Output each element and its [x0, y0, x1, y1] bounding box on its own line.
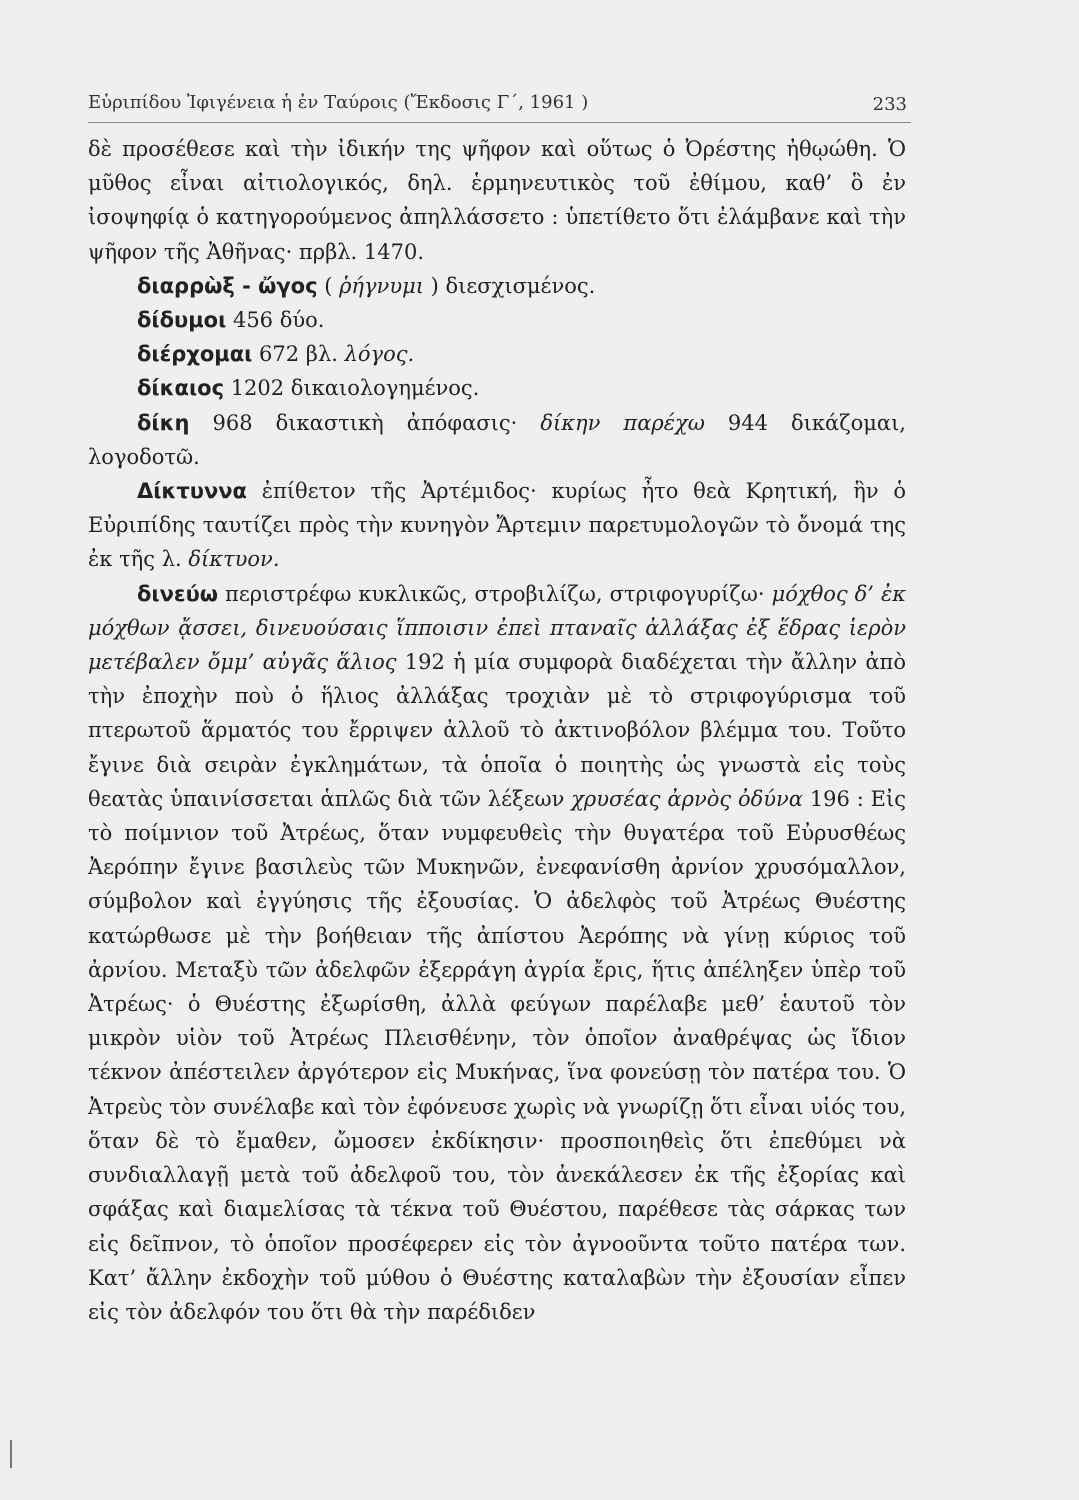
lemma: διέρχομαι — [137, 342, 253, 367]
entry-text-2: 944 δικάζομαι, λογοδοτῶ. — [88, 410, 906, 469]
lemma: δίκαιος — [137, 376, 225, 401]
entry-text-1: περιστρέφω κυκλικῶς, στροβιλίζω, στριφογυρίζω· — [218, 581, 772, 606]
entry-text: ) διεσχισμένος. — [423, 273, 596, 298]
entry-text-2: 192 ἡ μία συμφορὰ διαδέχεται τὴν ἄλλην ἀπὸ τὴν ἐποχὴν ποὺ ὁ ἥλιος ἀλλάξας τροχιὰν μὲ τὸ στριφογύρισμα τοῦ πτερωτοῦ ἅρματός του ἔρριψεν ἀλλοῦ τὸ ἀκτινοβόλον βλέμμα του. Τοῦτο ἔγινε διὰ σειρὰν ἐγκλημάτων, τὰ ὁποῖα ὁ ποιητὴς ὡς γνωστὰ εἰς τοὺς θεατὰς ὑπαινίσσεται ἁπλῶς διὰ τῶν λέξεων — [88, 650, 906, 811]
entry-italic: ῥήγνυμι — [339, 273, 424, 298]
running-title: Εὐριπίδου Ἰφιγένεια ἡ ἐν Ταύροις (Ἔκδοσις Γ΄, 1961 ) — [88, 92, 589, 113]
lemma: δινεύω — [137, 581, 219, 606]
intro-paragraph: δὲ προσέθεσε καὶ τὴν ἰδικήν της ψῆφον καὶ οὕτως ὁ Ὀρέστης ἠθῳώθη. Ὁ μῦθος εἶναι αἰτιολογικός, δηλ. ἑρμηνευτικὸς τοῦ ἐθίμου, καθ’ ὃ ἐν ἰσοψηφίᾳ ὁ κατηγορούμενος ἀπηλλάσσετο : ὑπετίθετο ὅτι ἐλάμβανε καὶ τὴν ψῆφον τῆς Ἀθῆνας· πρβλ. 1470. — [88, 137, 906, 264]
entry-quote-2: χρυσέας ἀρνὸς ὀδύνα — [571, 786, 803, 811]
page-number: 233 — [872, 94, 907, 115]
running-header — [88, 88, 911, 123]
entry-quote-1: μόχθος δ’ ἐκ μόχθων ᾄσσει, δινευούσαις ἵπποισιν ἐπεὶ πταναῖς ἀλλάξας ἐξ ἕδρας ἱερὸν μετέβαλεν ὄμμ’ αὐγᾶς ἅλιος — [88, 581, 906, 675]
entry-text: 1202 δικαιολογημένος. — [224, 376, 480, 401]
entry-dike — [88, 406, 906, 474]
lemma: δίκη — [137, 410, 190, 435]
entry-dierchomai — [88, 337, 906, 371]
entry-dikaios — [88, 371, 906, 405]
entry-text: 672 βλ. — [252, 342, 345, 367]
entry-text-3: 196 : Εἰς τὸ ποίμνιον τοῦ Ἀτρέως, ὅταν νυμφευθεὶς τὴν θυγατέρα τοῦ Εὐρυσθέως Ἀερόπην ἔγινε βασιλεὺς τῶν Μυκηνῶν, ἐνεφανίσθη ἀρνίον χρυσόμαλλον, σύμβολον καὶ ἐγγύησις τῆς ἐξουσίας. Ὁ ἀδελφὸς τοῦ Ἀτρέως Θυέστης κατώρθωσε μὲ τὴν βοήθειαν τῆς ἀπίστου Ἀερόπης νὰ γίνῃ κύριος τοῦ ἀρνίου. Μεταξὺ τῶν ἀδελφῶν ἐξερράγη ἀγρία ἔρις, ἥτις ἀπέληξεν ὑπὲρ τοῦ Ἀτρέως· ὁ Θυέστης ἐξωρίσθη, ἀλλὰ φεύγων παρέλαβε μεθ’ ἑαυτοῦ τὸν μικρὸν υἱὸν τοῦ Ἀτρέως Πλεισθένην, τὸν ὁποῖον ἀναθρέψας ὡς ἴδιον τέκνον ἀπέστειλεν ἀργότερον εἰς Μυκήνας, ἵνα φονεύσῃ τὸν πατέρα του. Ὁ Ἀτρεὺς τὸν συνέλαβε καὶ τὸν ἐφόνευσε χωρὶς νὰ γνωρίζῃ ὅτι εἶναι υἱός του, ὅταν δὲ τὸ ἔμαθεν, ὤμοσεν ἐκδίκησιν· προσποιηθεὶς ὅτι ἐπεθύμει νὰ συνδιαλλαγῇ μετὰ τοῦ ἀδελφοῦ του, τὸν ἀνεκάλεσεν ἐκ τῆς ἐξορίας καὶ σφάξας καὶ διαμελίσας τὰ τέκνα τοῦ Θυέστου, παρέθεσε τὰς σάρκας των εἰς δεῖπνον, τὸ ὁποῖον προσέφερεν εἰς τὸν ἀγνοοῦντα τοῦτο πατέρα των. Κατ’ ἄλλην ἐκδοχὴν τοῦ μύθου ὁ Θυέστης καταλαβὼν τὴν ἐξουσίαν εἶπεν εἰς τὸν ἀδελφόν του ὅτι θὰ τὴν παρέδιδεν — [88, 786, 906, 1324]
page-body — [88, 132, 906, 1329]
lemma: Δίκτυννα — [137, 479, 247, 504]
entry-italic: δίκην παρέχω — [540, 410, 705, 435]
entry-diarrox — [88, 269, 906, 303]
entry-italic: λόγος. — [344, 342, 415, 367]
entry-italic: δίκτυον. — [188, 547, 280, 572]
entry-sep: ( — [317, 273, 340, 298]
entry-didymoi — [88, 303, 906, 337]
entry-text: 456 δύο. — [226, 308, 325, 333]
lemma: διαρρὼξ - ὤγος — [137, 273, 318, 298]
entry-dineuo — [88, 577, 906, 1329]
margin-mark — [10, 1440, 12, 1468]
lemma: δίδυμοι — [137, 308, 227, 333]
entry-text: 968 δικαστικὴ ἀπόφασις· — [189, 410, 541, 435]
entry-text: ἐπίθετον τῆς Ἀρτέμιδος· κυρίως ἦτο θεὰ Κρητική, ἣν ὁ Εὐριπίδης ταυτίζει πρὸς τὴν κυνηγὸν Ἄρτεμιν παρετυμολογῶν τὸ ὄνομά της ἐκ τῆς λ. — [88, 479, 906, 572]
entry-diktynna — [88, 474, 906, 577]
